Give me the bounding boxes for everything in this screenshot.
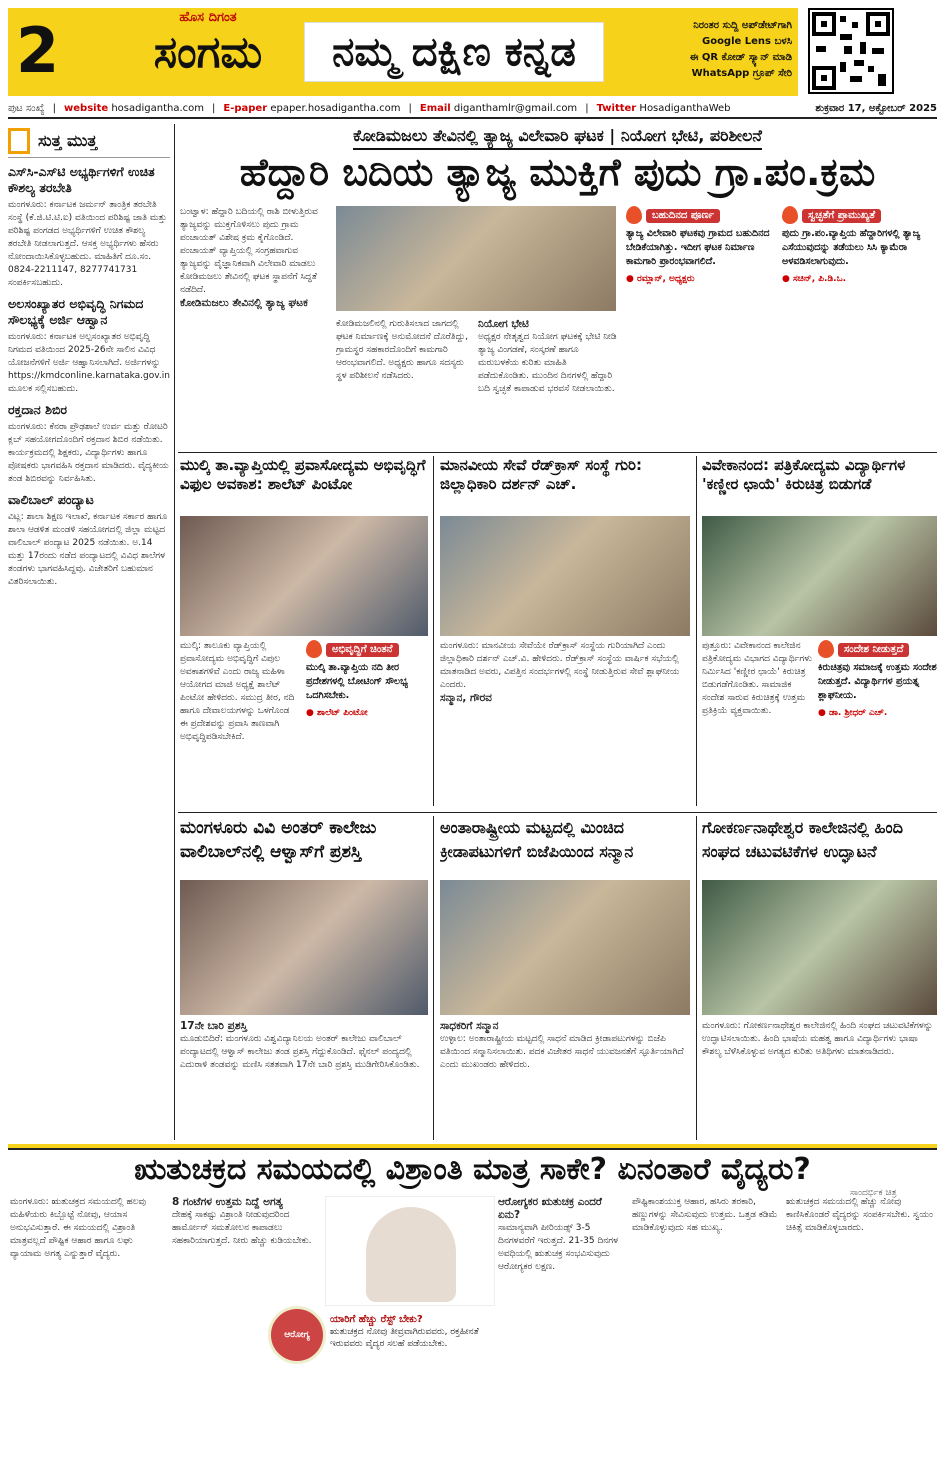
story-text: ಮಂಗಳೂರು: ಗೋಕರ್ಣನಾಥೇಶ್ವರ ಕಾಲೇಜಿನಲ್ಲಿ ಹಿಂದಿ ಸಂಘದ ಚಟುವಟಿಕೆಗಳನ್ನು ಉದ್ಘಾಟಿಸಲಾಯಿತು. ಹಿಂದಿ ಭಾಷೆಯ ಮಹತ್ವ ಹಾಗೂ ವಿದ್ಯಾರ್ಥಿಗಳು ಭಾಷಾ ಕೌಶಲ್ಯ ಬೆಳೆಸಿಕೊಳ್ಳುವ ಅಗತ್ಯದ ಕುರಿತು ಅತಿಥಿಗಳು ಮಾತನಾಡಿದರು. bbox=[702, 1021, 933, 1057]
qr-line: Google Lens ಬಳಸಿ bbox=[701, 36, 792, 47]
website-label: website bbox=[64, 103, 109, 114]
story-body bbox=[440, 1020, 690, 1138]
feature-text: ಪೌಷ್ಟಿಕಾಂಶಯುಕ್ತ ಆಹಾರ, ಹಸಿರು ತರಕಾರಿ, ಹಣ್ಣುಗಳನ್ನು ಸೇವಿಸುವುದು ಉತ್ತಮ. ಒತ್ತಡ ಕಡಿಮೆ ಮಾಡಿಕೊಳ್ಳುವುದು ಸಹ ಮುಖ್ಯ. bbox=[632, 1197, 778, 1233]
story-headline: ಅಂತಾರಾಷ್ಟ್ರೀಯ ಮಟ್ಟದಲ್ಲಿ ಮಿಂಚಿದ ಕ್ರೀಡಾಪಟುಗಳಿಗೆ ಬಿಜೆಪಿಯಿಂದ ಸನ್ಮಾನ bbox=[440, 818, 634, 861]
infobox-body: ಋತುಚಕ್ರದ ನೋವು ತೀವ್ರವಾಗಿರುವವರು, ರಕ್ತಹೀನತೆ ಇರುವವರು ವೈದ್ಯರ ಸಲಹೆ ಪಡೆಯಬೇಕು. bbox=[330, 1327, 479, 1349]
story-headline: ವಿವೇಕಾನಂದ: ಪತ್ರಿಕೋದ್ಯಮ ವಿದ್ಯಾರ್ಥಿಗಳ 'ಕಣ್ಣೀರ ಛಾಯೆ' ಕಿರುಚಿತ್ರ ಬಿಡುಗಡೆ bbox=[702, 456, 906, 493]
story-subhead: ಸನ್ಮಾನ, ಗೌರವ bbox=[440, 692, 492, 704]
feature-illustration bbox=[325, 1196, 495, 1306]
column-divider bbox=[696, 456, 697, 806]
lead-body: ಕೋಡಿಮಜಲಿನಲ್ಲಿ ಗುರುತಿಸಲಾದ ಜಾಗದಲ್ಲಿ ಘಟಕ ನಿರ್ಮಾಣಕ್ಕೆ ಅನುಮೋದನೆ ದೊರೆತಿದ್ದು, ಗ್ರಾಮಸ್ಥರ ಸಹಕಾರದೊಂದಿಗೆ ಕಾಮಗಾರಿ ಆರಂಭವಾಗಲಿದೆ. ಅಧ್ಯಕ್ಷರು ಹಾಗೂ ಸದಸ್ಯರು ಸ್ಥಳ ಪರಿಶೀಲನೆ ನಡೆಸಿದರು. bbox=[336, 319, 468, 381]
person-illustration-icon bbox=[366, 1207, 456, 1302]
feature-col4 bbox=[632, 1196, 780, 1452]
qr-caption bbox=[622, 18, 792, 82]
story-photo bbox=[180, 516, 428, 636]
qr-line: ಈ QR ಕೋಡ್ ಸ್ಕ್ಯಾನ್ ಮಾಡಿ bbox=[689, 52, 792, 63]
drop-icon bbox=[818, 640, 834, 658]
lead-body: ಅಧ್ಯಕ್ಷರ ನೇತೃತ್ವದ ನಿಯೋಗ ಘಟಕಕ್ಕೆ ಭೇಟಿ ನೀಡಿ ತ್ಯಾಜ್ಯ ವಿಂಗಡಣೆ, ಸಂಸ್ಕರಣೆ ಹಾಗೂ ಮರುಬಳಕೆಯ ಕುರಿತು ಮಾಹಿತಿ ಪಡೆದುಕೊಂಡಿತು. ಮುಂದಿನ ದಿನಗಳಲ್ಲಿ ಹೆದ್ದಾರಿ ಬದಿ ಸ್ವಚ್ಛತೆ ಕಾಪಾಡುವ ಭರವಸೆ ನೀಡಲಾಯಿತು. bbox=[478, 332, 617, 394]
qr-code-icon[interactable] bbox=[808, 8, 894, 94]
story-photo bbox=[702, 516, 937, 636]
feature-text: ಮಂಗಳೂರು: ಋತುಚಕ್ರದ ಸಮಯದಲ್ಲಿ ಹಲವು ಮಹಿಳೆಯರು ಕಿಬ್ಬೊಟ್ಟೆ ನೋವು, ಆಯಾಸ ಅನುಭವಿಸುತ್ತಾರೆ. ಈ ಸಮಯದಲ್ಲಿ ವಿಶ್ರಾಂತಿ ಮಾತ್ರವಲ್ಲದೆ ಪೌಷ್ಟಿಕ ಆಹಾರ ಹಾಗೂ ಲಘು ವ್ಯಾಯಾಮ ಅಗತ್ಯ ಎನ್ನುತ್ತಾರೆ ವೈದ್ಯರು. bbox=[10, 1197, 146, 1259]
lead-kicker: ಕೋಡಿಮಜಲು ತೇವಿನಲ್ಲಿ ತ್ಯಾಜ್ಯ ವಿಲೇವಾರಿ ಘಟಕ | ನಿಯೋಗ ಭೇಟಿ, ಪರಿಶೀಲನೆ bbox=[353, 124, 762, 150]
story-headline: ಮುಲ್ಕಿ ತಾ.ವ್ಯಾಪ್ತಿಯಲ್ಲಿ ಪ್ರವಾಸೋದ್ಯಮ ಅಭಿವೃದ್ಧಿಗೆ ವಿಫುಲ ಅವಕಾಶ: ಶಾಲೆಟ್ ಪಿಂಟೋ bbox=[180, 456, 426, 493]
drop-icon bbox=[626, 206, 642, 224]
story-body bbox=[180, 1020, 428, 1138]
section-title-box bbox=[304, 22, 604, 82]
feature-col5 bbox=[786, 1196, 936, 1452]
column-divider bbox=[696, 816, 697, 1140]
brief-body: ಮಂಗಳೂರು: ಕರ್ನಾಟಕ ಜರ್ಮನ್ ತಾಂತ್ರಿಕ ತರಬೇತಿ ಸಂಸ್ಥೆ (ಕೆ.ಜಿ.ಟಿ.ಟಿ.ಐ) ವತಿಯಿಂದ ಪರಿಶಿಷ್ಟ ಜಾತಿ ಮತ್ತು ಪರಿಶಿಷ್ಟ ಪಂಗಡದ ಅಭ್ಯರ್ಥಿಗಳಿಗೆ ಉಚಿತ ಕೌಶಲ್ಯ ತರಬೇತಿ ನೀಡಲಾಗುತ್ತದೆ. ಆಸಕ್ತ ಅಭ್ಯರ್ಥಿಗಳು ಹೆಸರು ನೋಂದಾಯಿಸಿಕೊಳ್ಳಬಹುದು. ಮಾಹಿತಿಗೆ ದೂ.ಸಂ. 0824-2211147, 8277741731 ಸಂಪರ್ಕಿಸಬಹುದು. bbox=[8, 200, 167, 288]
callout-label: ಬಹುದಿನದ ಪೂರ್ಣ bbox=[646, 209, 720, 223]
issue-date: ಶುಕ್ರವಾರ 17, ಅಕ್ಟೋಬರ್ 2025 bbox=[815, 103, 937, 114]
column-header bbox=[8, 124, 170, 158]
story-callout bbox=[306, 640, 428, 730]
row-divider bbox=[178, 452, 937, 453]
brief-title: ರಕ್ತದಾನ ಶಿಬಿರ bbox=[8, 402, 67, 417]
twitter-link[interactable]: HosadiganthaWeb bbox=[639, 103, 731, 114]
story-subhead: ಸಾಧಕರಿಗೆ ಸನ್ಮಾನ bbox=[440, 1020, 499, 1032]
story-callout bbox=[818, 640, 937, 750]
column-divider bbox=[174, 124, 175, 1140]
story-text: ಮುಲ್ಕಿ: ತಾಲೂಕು ವ್ಯಾಪ್ತಿಯಲ್ಲಿ ಪ್ರವಾಸೋದ್ಯಮ ಅಭಿವೃದ್ಧಿಗೆ ವಿಪುಲ ಅವಕಾಶಗಳಿವೆ ಎಂದು ರಾಜ್ಯ ಮಹಿಳಾ ಆಯೋಗದ ಮಾಜಿ ಅಧ್ಯಕ್ಷೆ ಶಾಲೆಟ್ ಪಿಂಟೋ ಹೇಳಿದರು. ಸಮುದ್ರ ತೀರ, ನದಿ ಹಾಗೂ ದೇವಾಲಯಗಳನ್ನು ಒಳಗೊಂಡ ಈ ಪ್ರದೇಶವನ್ನು ಪ್ರವಾಸಿ ತಾಣವಾಗಿ ಅಭಿವೃದ್ಧಿಪಡಿಸಬೇಕಿದೆ. bbox=[180, 641, 295, 742]
drop-icon bbox=[782, 206, 798, 224]
logo-top: ಹೊಸ ದಿಗಂತ bbox=[179, 10, 237, 25]
callout-text: ತ್ಯಾಜ್ಯ ವಿಲೇವಾರಿ ಘಟಕವು ಗ್ರಾಮದ ಬಹುದಿನದ ಬೇಡಿಕೆಯಾಗಿತ್ತು. ಇದೀಗ ಘಟಕ ನಿರ್ಮಾಣ ಕಾಮಗಾರಿ ಪ್ರಾರಂಭವಾಗಲಿದೆ. bbox=[626, 228, 770, 267]
brief-title: ಅಲಸಂಖ್ಯಾತರ ಅಭಿವೃದ್ಧಿ ನಿಗಮದ ಸೌಲಭ್ಯಕ್ಕೆ ಅರ್ಜಿ ಆಹ್ವಾನ bbox=[8, 296, 144, 327]
feature-subhead: 8 ಗಂಟೆಗಳ ಉತ್ತಮ ನಿದ್ದೆ ಅಗತ್ಯ bbox=[172, 1196, 283, 1208]
story-text: ಮಂಗಳೂರು: ಮಾನವೀಯ ಸೇವೆಯೇ ರೆಡ್‌ಕ್ರಾಸ್ ಸಂಸ್ಥೆಯ ಗುರಿಯಾಗಿದೆ ಎಂದು ಜಿಲ್ಲಾಧಿಕಾರಿ ದರ್ಶನ್ ಎಚ್.ವಿ. ಹೇಳಿದರು. ರೆಡ್‌ಕ್ರಾಸ್ ಸಂಸ್ಥೆಯ ವಾರ್ಷಿಕ ಸಭೆಯಲ್ಲಿ ಮಾತನಾಡಿದ ಅವರು, ವಿಪತ್ತಿನ ಸಂದರ್ಭಗಳಲ್ಲಿ ಸಂಸ್ಥೆ ನೀಡುತ್ತಿರುವ ಸೇವೆ ಶ್ಲಾಘನೀಯ ಎಂದರು. bbox=[440, 641, 680, 690]
lead-headline: ಹೆದ್ದಾರಿ ಬದಿಯ ತ್ಯಾಜ್ಯ ಮುಕ್ತಿಗೆ ಪುದು ಗ್ರಾ.ಪಂ.ಕ್ರಮ bbox=[239, 150, 876, 194]
callout-label: ಸಂದೇಶ ನೀಡುತ್ತದೆ bbox=[838, 643, 909, 657]
qr-line: ನಿರಂತರ ಸುದ್ದಿ ಅಪ್‌ಡೇಟ್‌ಗಾಗಿ bbox=[693, 20, 792, 31]
website-link[interactable]: hosadigantha.com bbox=[111, 103, 204, 114]
seal-text: ಆರೋಗ್ಯ bbox=[284, 1330, 310, 1340]
story-photo bbox=[180, 880, 428, 1015]
callout-text: ಪುದು ಗ್ರಾ.ಪಂ.ವ್ಯಾಪ್ತಿಯ ಹೆದ್ದಾರಿಗಳಲ್ಲಿ ತ್ಯಾಜ್ಯ ಎಸೆಯುವುದನ್ನು ತಡೆಯಲು ಸಿಸಿ ಕ್ಯಾಮೆರಾ ಅಳವಡಿಸಲಾಗುವುದು. bbox=[782, 228, 921, 267]
story-text: ಮೂಡುಬಿದಿರೆ: ಮಂಗಳೂರು ವಿಶ್ವವಿದ್ಯಾನಿಲಯ ಅಂತರ್ ಕಾಲೇಜು ವಾಲಿಬಾಲ್ ಪಂದ್ಯಾಟದಲ್ಲಿ ಆಳ್ವಾಸ್ ಕಾಲೇಜು ತಂಡ ಪ್ರಶಸ್ತಿ ಗೆದ್ದುಕೊಂಡಿದೆ. ಫೈನಲ್ ಪಂದ್ಯದಲ್ಲಿ ಎದುರಾಳಿ ತಂಡವನ್ನು ಮಣಿಸಿ ಸತತವಾಗಿ 17ನೇ ಬಾರಿ ಪ್ರಶಸ್ತಿ ಮುಡಿಗೇರಿಸಿಕೊಂಡಿತು. bbox=[180, 1034, 420, 1070]
twitter-label: Twitter bbox=[596, 103, 637, 114]
health-seal-icon bbox=[268, 1306, 326, 1364]
feature-headline: ಋತುಚಕ್ರದ ಸಮಯದಲ್ಲಿ ವಿಶ್ರಾಂತಿ ಮಾತ್ರ ಸಾಕೇ? ಏನಂತಾರೆ ವೈದ್ಯರು? bbox=[8, 1148, 937, 1188]
story-text: ಪುತ್ತೂರು: ವಿವೇಕಾನಂದ ಕಾಲೇಜಿನ ಪತ್ರಿಕೋದ್ಯಮ ವಿಭಾಗದ ವಿದ್ಯಾರ್ಥಿಗಳು ನಿರ್ಮಿಸಿದ 'ಕಣ್ಣೀರ ಛಾಯೆ' ಕಿರುಚಿತ್ರ ಬಿಡುಗಡೆಗೊಂಡಿತು. ಸಾಮಾಜಿಕ ಸಂದೇಶ ಸಾರುವ ಕಿರುಚಿತ್ರಕ್ಕೆ ಉತ್ತಮ ಪ್ರತಿಕ್ರಿಯೆ ವ್ಯಕ್ತವಾಯಿತು. bbox=[702, 641, 812, 716]
story-photo bbox=[440, 880, 690, 1015]
brief-body: ಮಂಗಳೂರು: ಕೆನರಾ ಪ್ರೌಢಶಾಲೆ ಉರ್ವ ಮತ್ತು ರೋಟರಿ ಕ್ಲಬ್ ಸಹಯೋಗದೊಂದಿಗೆ ರಕ್ತದಾನ ಶಿಬಿರ ನಡೆಯಿತು. ಕಾರ್ಯಕ್ರಮದಲ್ಲಿ ಶಿಕ್ಷಕರು, ವಿದ್ಯಾರ್ಥಿಗಳು ಹಾಗೂ ಪೋಷಕರು ಭಾಗವಹಿಸಿ ರಕ್ತದಾನ ಮಾಡಿದರು. ವೈದ್ಯಕೀಯ ತಂಡ ಶಿಬಿರವನ್ನು ನಿರ್ವಹಿಸಿತು. bbox=[8, 422, 169, 484]
lead-body-col3 bbox=[478, 318, 618, 446]
story-photo bbox=[702, 880, 937, 1015]
feature-col1 bbox=[10, 1196, 162, 1452]
page-number: 2 bbox=[16, 14, 60, 87]
callout-text: ಕಿರುಚಿತ್ರವು ಸಮಾಜಕ್ಕೆ ಉತ್ತಮ ಸಂದೇಶ ನೀಡುತ್ತದೆ. ವಿದ್ಯಾರ್ಥಿಗಳ ಪ್ರಯತ್ನ ಶ್ಲಾಘನೀಯ. bbox=[818, 662, 937, 701]
callout-credit: ● ಡಾ. ಶ್ರೀಧರ್ ಎಚ್. bbox=[818, 708, 888, 718]
brief-title: ಎಸ್‌ಸಿ-ಎಸ್‌ಟಿ ಅಭ್ಯರ್ಥಿಗಳಿಗೆ ಉಚಿತ ಕೌಶಲ್ಯ ತರಬೇತಿ bbox=[8, 164, 155, 195]
lead-photo bbox=[336, 206, 616, 311]
story-subhead: 17ನೇ ಬಾರಿ ಪ್ರಶಸ್ತಿ bbox=[180, 1020, 248, 1032]
lead-banner bbox=[178, 124, 937, 194]
callout-label: ಅಭಿವೃದ್ಧಿಗೆ ಚಿಂತನೆ bbox=[326, 643, 399, 657]
brief-title: ವಾಲಿಬಾಲ್ ಪಂದ್ಯಾಟ bbox=[8, 492, 94, 507]
lead-body-col1 bbox=[180, 206, 330, 446]
feature-col3 bbox=[498, 1196, 626, 1452]
lead-body: ಬಂಟ್ವಾಳ: ಹೆದ್ದಾರಿ ಬದಿಯಲ್ಲಿ ರಾಶಿ ಬೀಳುತ್ತಿರುವ ತ್ಯಾಜ್ಯವನ್ನು ಮುಕ್ತಗೊಳಿಸಲು ಪುದು ಗ್ರಾಮ ಪಂಚಾಯತ್ ವಿಶೇಷ ಕ್ರಮ ಕೈಗೊಂಡಿದೆ. ಪಂಚಾಯತ್ ವ್ಯಾಪ್ತಿಯಲ್ಲಿ ಸಂಗ್ರಹವಾಗುವ ತ್ಯಾಜ್ಯವನ್ನು ವೈಜ್ಞಾನಿಕವಾಗಿ ವಿಲೇವಾರಿ ಮಾಡಲು ಕೋಡಿಮಜಲು ತೇವಿನಲ್ಲಿ ಘಟಕ ಸ್ಥಾಪನೆಗೆ ಸಿದ್ಧತೆ ನಡೆದಿದೆ. bbox=[180, 207, 318, 295]
lead-subhead: ನಿಯೋಗ ಭೇಟಿ bbox=[478, 318, 529, 330]
column-header-label: ಸುತ್ತ ಮುತ್ತ bbox=[38, 131, 98, 150]
epaper-link[interactable]: epaper.hosadigantha.com bbox=[270, 103, 401, 114]
brief-body: ಮಂಗಳೂರು: ಕರ್ನಾಟಕ ಅಲ್ಪಸಂಖ್ಯಾತರ ಅಭಿವೃದ್ಧಿ ನಿಗಮದ ವತಿಯಿಂದ 2025-26ನೇ ಸಾಲಿನ ವಿವಿಧ ಯೋಜನೆಗಳಿಗೆ ಅರ್ಜಿ ಆಹ್ವಾನಿಸಲಾಗಿದೆ. ಅರ್ಜಿಗಳನ್ನು https://kmdconline.karnataka.gov.in ಮೂಲಕ ಸಲ್ಲಿಸಬಹುದು. bbox=[8, 332, 170, 394]
door-icon bbox=[8, 128, 30, 154]
qr-line: WhatsApp ಗ್ರೂಪ್ ಸೇರಿ bbox=[691, 68, 792, 79]
story-body bbox=[180, 640, 300, 805]
feature-text: ಸಾಮಾನ್ಯವಾಗಿ ಪೀರಿಯಡ್ಸ್ 3-5 ದಿನಗಳವರೆಗೆ ಇರುತ್ತದೆ. 21-35 ದಿನಗಳ ಅವಧಿಯಲ್ಲಿ ಋತುಚಕ್ರ ಸಂಭವಿಸುವುದು ಆರೋಗ್ಯಕರ ಲಕ್ಷಣ. bbox=[498, 1223, 619, 1272]
email-link[interactable]: diganthamlr@gmail.com bbox=[453, 103, 578, 114]
email-label: Email bbox=[419, 103, 451, 114]
masthead bbox=[8, 8, 937, 96]
section-title: ನಮ್ಮ ದಕ್ಷಿಣ ಕನ್ನಡ bbox=[332, 29, 576, 75]
story-body bbox=[702, 1020, 937, 1138]
page-label: ಪುಟ ಸಂಖ್ಯೆ bbox=[8, 103, 45, 114]
story-text: ಉಳ್ಳಾಲ: ಅಂತಾರಾಷ್ಟ್ರೀಯ ಮಟ್ಟದಲ್ಲಿ ಸಾಧನೆ ಮಾಡಿದ ಕ್ರೀಡಾಪಟುಗಳನ್ನು ಬಿಜೆಪಿ ವತಿಯಿಂದ ಸನ್ಮಾನಿಸಲಾಯಿತು. ಪದಕ ವಿಜೇತರ ಸಾಧನೆ ಯುವಜನತೆಗೆ ಸ್ಫೂರ್ತಿಯಾಗಿದೆ ಎಂದು ಮುಖಂಡರು ಹೇಳಿದರು. bbox=[440, 1034, 684, 1070]
feature-text: ಋತುಚಕ್ರದ ಸಮಯದಲ್ಲಿ ಹೆಚ್ಚು ನೋವು ಕಾಣಿಸಿಕೊಂಡರೆ ವೈದ್ಯರನ್ನು ಸಂಪರ್ಕಿಸಬೇಕು. ಸ್ವಯಂ ಚಿಕಿತ್ಸೆ ಮಾಡಿಕೊಳ್ಳಬಾರದು. bbox=[786, 1197, 934, 1233]
story-headline: ಮಂಗಳೂರು ವಿವಿ ಅಂತರ್ ಕಾಲೇಜು ವಾಲಿಬಾಲ್‌ನಲ್ಲಿ ಆಳ್ವಾಸ್‌ಗೆ ಪ್ರಶಸ್ತಿ bbox=[180, 818, 377, 862]
lead-body-col2 bbox=[336, 318, 472, 446]
callout-label: ಸ್ವಚ್ಛತೆಗೆ ಪ್ರಾಮುಖ್ಯತೆ bbox=[802, 209, 881, 223]
story-body bbox=[440, 640, 690, 805]
callout-credit: ● ಶಾಲೆಟ್ ಪಿಂಟೋ bbox=[306, 708, 368, 718]
story-headline: ಗೋಕರ್ಣನಾಥೇಶ್ವರ ಕಾಲೇಜಿನಲ್ಲಿ ಹಿಂದಿ ಸಂಘದ ಚಟುವಟಿಕೆಗಳ ಉದ್ಘಾಟನೆ bbox=[702, 818, 903, 861]
epaper-label: E-paper bbox=[223, 103, 268, 114]
story-body bbox=[702, 640, 814, 805]
drop-icon bbox=[306, 640, 322, 658]
lead-callout-2 bbox=[782, 206, 932, 356]
story-photo bbox=[440, 516, 690, 636]
row-divider bbox=[178, 812, 937, 813]
story-headline: ಮಾನವೀಯ ಸೇವೆ ರೆಡ್‌ಕ್ರಾಸ್ ಸಂಸ್ಥೆ ಗುರಿ: ಜಿಲ್ಲಾಧಿಕಾರಿ ದರ್ಶನ್ ಎಚ್. bbox=[440, 456, 642, 493]
lead-callout-1 bbox=[626, 206, 774, 356]
column-divider bbox=[433, 456, 434, 806]
info-bar: ಪುಟ ಸಂಖ್ಯೆ | website hosadigantha.com | E-paper epaper.hosadigantha.com | Email diganthamlr@gmail.com | Twitter HosadiganthaWeb ಶುಕ್ರವಾರ 17, ಅಕ್ಟೋಬರ್ 2025 bbox=[8, 101, 937, 119]
brief-body: ವಿಟ್ಲ: ಶಾಲಾ ಶಿಕ್ಷಣ ಇಲಾಖೆ, ಕರ್ನಾಟಕ ಸರ್ಕಾರ ಹಾಗೂ ಶಾಲಾ ಆಡಳಿತ ಮಂಡಳಿ ಸಹಯೋಗದಲ್ಲಿ ಜಿಲ್ಲಾ ಮಟ್ಟದ ವಾಲಿಬಾಲ್ ಪಂದ್ಯಾಟ 2025 ನಡೆಯಿತು. ಅ.14 ಮತ್ತು 17ರಂದು ನಡೆದ ಪಂದ್ಯಾಟದಲ್ಲಿ ವಿವಿಧ ಶಾಲೆಗಳ ತಂಡಗಳು ಭಾಗವಹಿಸಿದ್ದವು. ವಿಜೇತರಿಗೆ ಬಹುಮಾನ ವಿತರಿಸಲಾಯಿತು. bbox=[8, 512, 168, 587]
feature-text: ದೇಹಕ್ಕೆ ಸಾಕಷ್ಟು ವಿಶ್ರಾಂತಿ ನೀಡುವುದರಿಂದ ಹಾರ್ಮೋನ್ ಸಮತೋಲನ ಕಾಪಾಡಲು ಸಹಕಾರಿಯಾಗುತ್ತದೆ. ನೀರು ಹೆಚ್ಚು ಕುಡಿಯಬೇಕು. bbox=[172, 1210, 312, 1246]
callout-text: ಮುಲ್ಕಿ ತಾ.ವ್ಯಾಪ್ತಿಯ ನದಿ ತೀರ ಪ್ರದೇಶಗಳಲ್ಲಿ ಬೋಟಿಂಗ್ ಸೌಲಭ್ಯ ಒದಗಿಸಬೇಕು. bbox=[306, 662, 408, 701]
left-briefs-column bbox=[8, 124, 170, 1164]
logo-main: ಸಂಗಮ bbox=[153, 27, 263, 78]
feature-infobox bbox=[330, 1314, 480, 1454]
feature-subhead: ಆರೋಗ್ಯಕರ ಋತುಚಕ್ರ ಎಂದರೆ ಏನು? bbox=[498, 1196, 602, 1221]
column-divider bbox=[433, 816, 434, 1140]
callout-credit: ● ಸಚಿನ್, ಪಿ.ಡಿ.ಒ. bbox=[782, 274, 847, 284]
lead-subhead: ಕೋಡಿಮಜಲು ತೇವಿನಲ್ಲಿ ತ್ಯಾಜ್ಯ ಘಟಕ bbox=[180, 297, 308, 309]
image-credit: ಸಾಂದರ್ಭಿಕ ಚಿತ್ರ bbox=[850, 1188, 897, 1198]
infobox-title: ಯಾರಿಗೆ ಹೆಚ್ಚು ರೆಸ್ಟ್ ಬೇಕು? bbox=[330, 1314, 423, 1325]
sangama-logo bbox=[118, 10, 298, 94]
callout-credit: ● ರಮ್ಲಾನ್, ಅಧ್ಯಕ್ಷರು bbox=[626, 274, 695, 284]
